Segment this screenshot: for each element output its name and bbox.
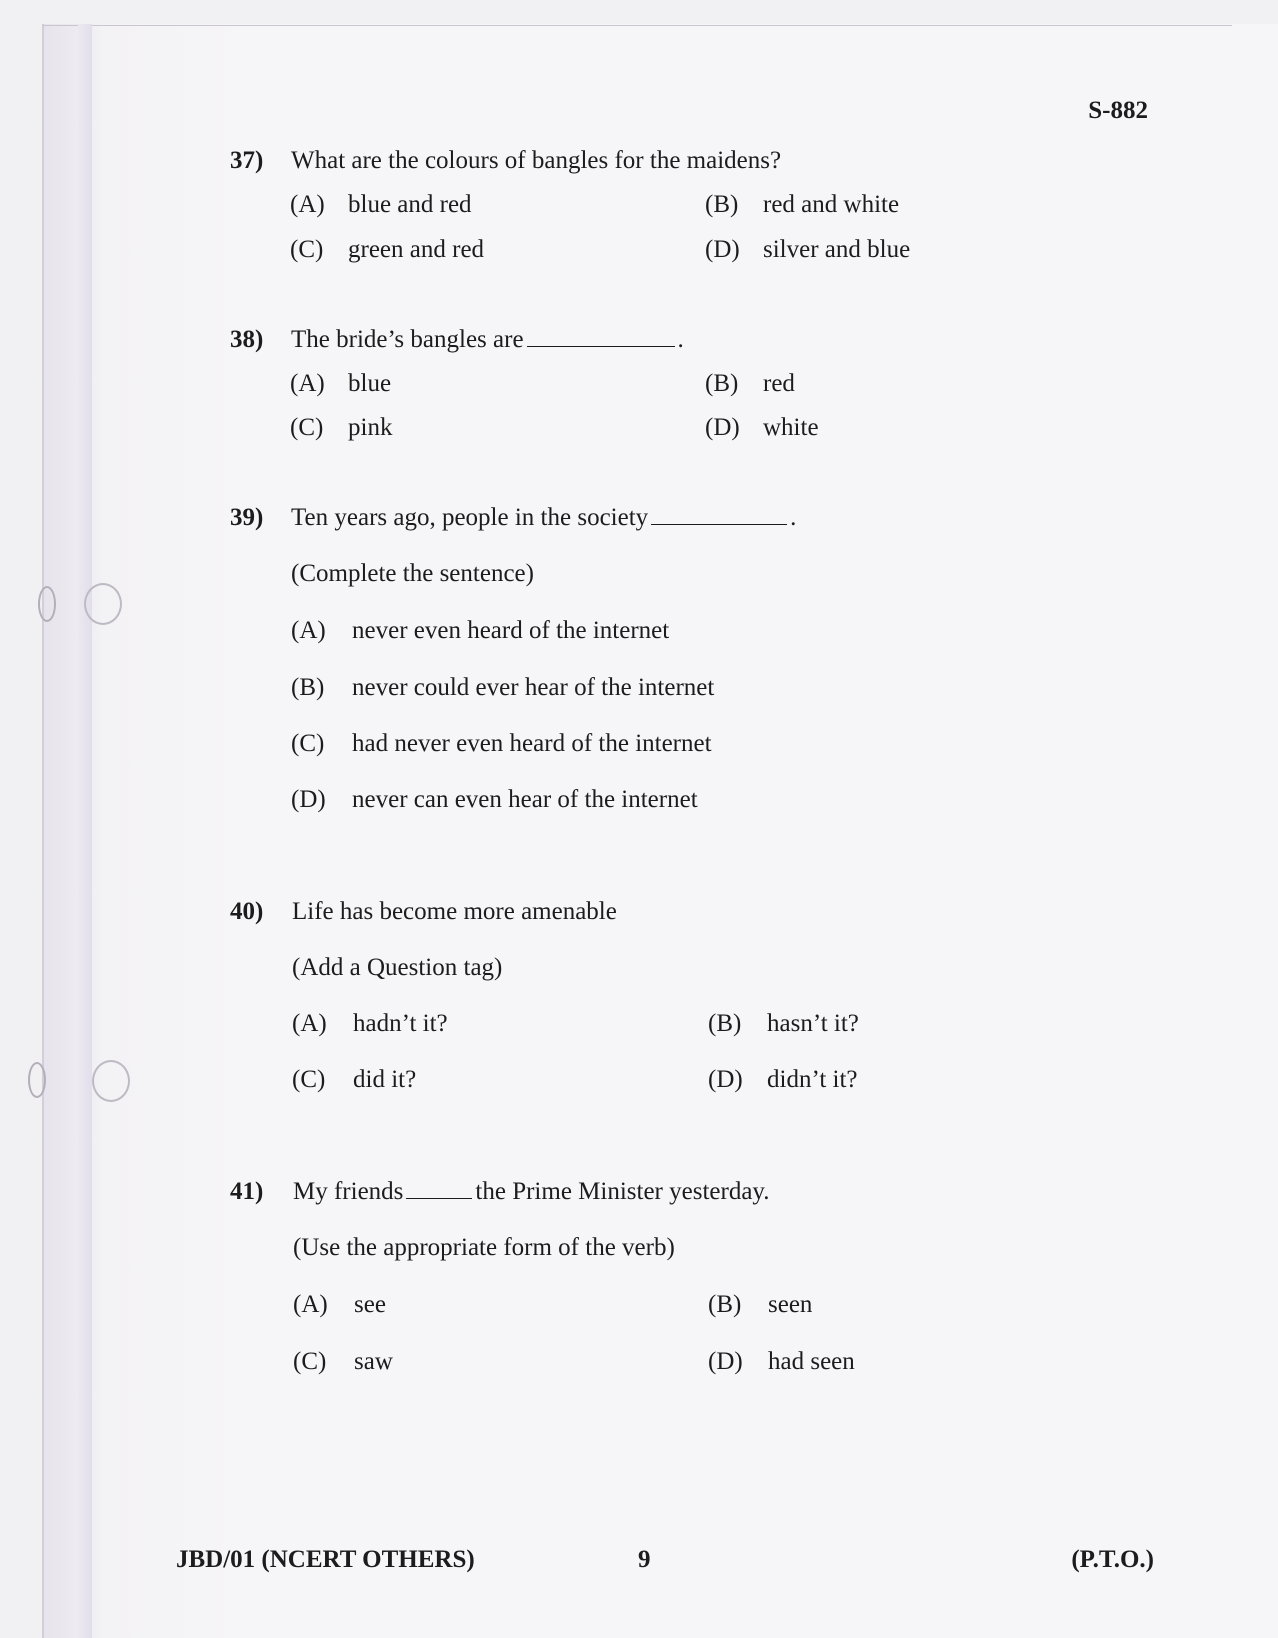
option-b[interactable] — [705, 191, 899, 219]
option-label: (B) — [291, 674, 325, 701]
top-edge-line — [42, 25, 1232, 26]
question-text — [291, 326, 684, 354]
option-d[interactable] — [708, 1066, 858, 1094]
option-d[interactable] — [705, 236, 910, 264]
option-b[interactable] — [708, 1010, 859, 1038]
option-text: never could ever hear of the internet — [352, 674, 715, 701]
exam-page — [42, 24, 1278, 1638]
question-text-after: the Prime Minister yesterday. — [475, 1178, 770, 1205]
option-text: pink — [348, 414, 393, 441]
option-text: hadn’t it? — [353, 1010, 448, 1037]
question-text-after: . — [790, 504, 797, 531]
answer-blank — [651, 523, 787, 525]
option-text: see — [354, 1291, 386, 1318]
punch-hole-icon — [84, 583, 122, 625]
question-number: 38) — [230, 326, 264, 353]
option-text: hasn’t it? — [767, 1010, 859, 1037]
punch-hole-edge-icon — [28, 1062, 46, 1098]
question-instruction: (Add a Question tag) — [292, 954, 503, 981]
option-text: seen — [768, 1291, 813, 1318]
option-d[interactable] — [708, 1348, 855, 1376]
paper-code: S-882 — [1088, 97, 1148, 124]
option-label: (B) — [708, 1010, 742, 1037]
option-a[interactable] — [290, 191, 472, 219]
option-label: (B) — [705, 191, 739, 218]
option-label: (C) — [290, 414, 324, 441]
option-c[interactable] — [290, 236, 484, 264]
binding-strip — [78, 24, 92, 1638]
page-number: 9 — [638, 1546, 651, 1573]
option-text: blue and red — [348, 191, 472, 218]
option-text: red and white — [763, 191, 900, 218]
punch-hole-edge-icon — [38, 586, 56, 622]
question-text — [293, 1178, 770, 1206]
option-label: (A) — [291, 617, 326, 644]
question-text-before: My friends — [293, 1178, 404, 1205]
option-a[interactable] — [292, 1010, 448, 1038]
option-label: (C) — [292, 1066, 326, 1093]
option-text: never can even hear of the internet — [352, 786, 698, 813]
question-number: 39) — [230, 504, 264, 531]
option-c[interactable] — [292, 1066, 416, 1094]
question-instruction: (Use the appropriate form of the verb) — [293, 1234, 675, 1261]
footer-paper-id: JBD/01 (NCERT OTHERS) — [176, 1546, 475, 1573]
option-text: never even heard of the internet — [352, 617, 670, 644]
option-label: (A) — [292, 1010, 327, 1037]
question-text: What are the colours of bangles for the maidens? — [291, 147, 782, 174]
question-number: 37) — [230, 147, 264, 174]
option-label: (A) — [293, 1291, 328, 1318]
option-label: (B) — [705, 370, 739, 397]
option-c[interactable] — [291, 730, 712, 758]
option-b[interactable] — [705, 370, 795, 398]
option-label: (A) — [290, 370, 325, 397]
question-text-after: . — [677, 326, 684, 353]
option-text: blue — [348, 370, 392, 397]
option-text: silver and blue — [763, 236, 911, 263]
question-text-before: The bride’s bangles are — [291, 326, 524, 353]
option-label: (C) — [293, 1348, 327, 1375]
option-label: (D) — [708, 1066, 743, 1093]
option-d[interactable] — [291, 786, 698, 814]
answer-blank — [406, 1197, 472, 1199]
option-c[interactable] — [293, 1348, 393, 1376]
option-label: (D) — [291, 786, 326, 813]
option-a[interactable] — [291, 617, 669, 645]
question-instruction: (Complete the sentence) — [291, 560, 534, 587]
option-label: (D) — [705, 414, 740, 441]
answer-blank — [527, 345, 675, 347]
option-text: had never even heard of the internet — [352, 730, 712, 757]
option-label: (B) — [708, 1291, 742, 1318]
option-a[interactable] — [293, 1291, 386, 1319]
option-label: (C) — [291, 730, 325, 757]
option-label: (D) — [708, 1348, 743, 1375]
option-text: white — [763, 414, 819, 441]
punch-hole-icon — [92, 1060, 130, 1102]
option-c[interactable] — [290, 414, 392, 442]
option-text: did it? — [353, 1066, 417, 1093]
option-text: didn’t it? — [767, 1066, 858, 1093]
option-b[interactable] — [708, 1291, 812, 1319]
question-text-before: Ten years ago, people in the society — [291, 504, 649, 531]
footer-pto: (P.T.O.) — [1071, 1546, 1154, 1573]
option-a[interactable] — [290, 370, 391, 398]
question-number: 40) — [230, 898, 264, 925]
option-label: (D) — [705, 236, 740, 263]
question-text — [291, 504, 796, 532]
option-text: red — [763, 370, 795, 397]
option-text: had seen — [768, 1348, 855, 1375]
option-b[interactable] — [291, 674, 714, 702]
question-number: 41) — [230, 1178, 264, 1205]
option-text: green and red — [348, 236, 485, 263]
question-text: Life has become more amenable — [292, 898, 617, 925]
option-label: (C) — [290, 236, 324, 263]
option-label: (A) — [290, 191, 325, 218]
option-text: saw — [354, 1348, 393, 1375]
option-d[interactable] — [705, 414, 819, 442]
